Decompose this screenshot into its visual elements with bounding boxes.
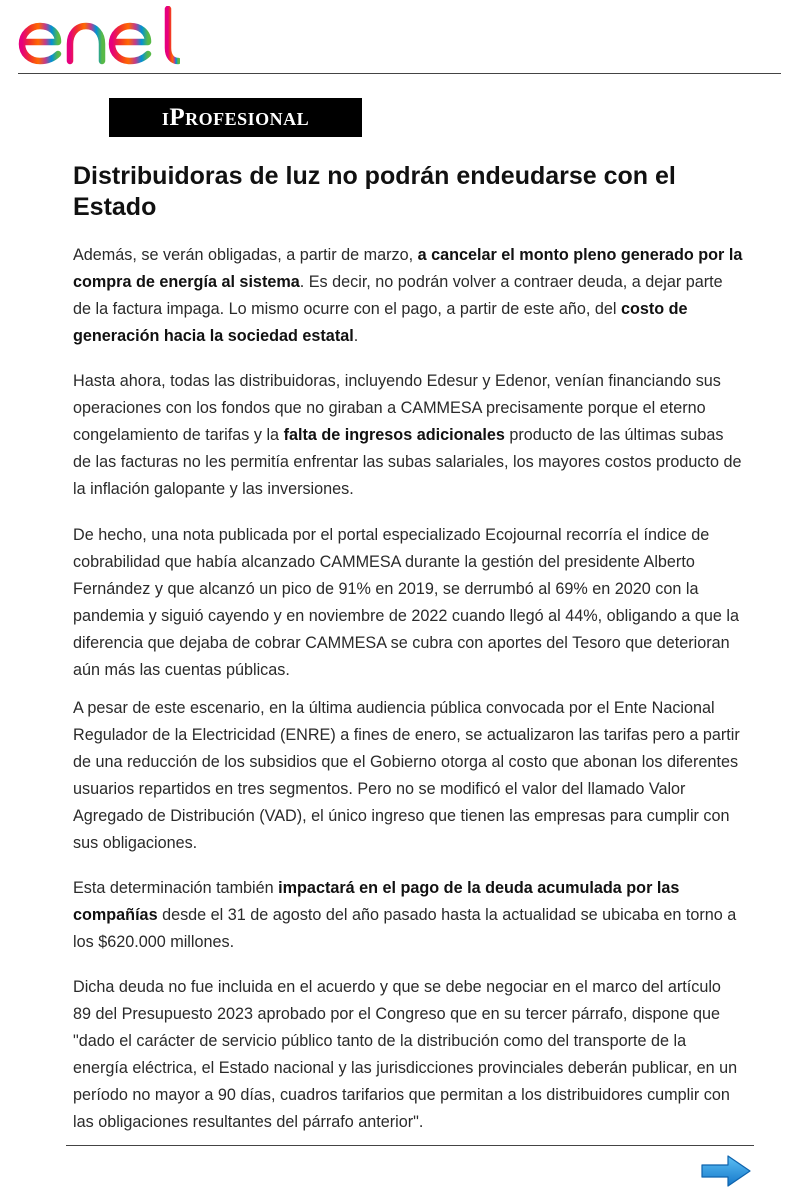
bold-text-run: falta de ingresos adicionales <box>283 426 505 444</box>
bold-text-run: a cancelar el monto pleno generado por la compra de energía al sistema <box>73 246 743 291</box>
text-run: A pesar de este escenario, en la última audiencia pública convocada por el Ente Nacional Regulador de la Electricidad (ENRE) a fines de enero, se actualizaron las tarifas pero a partir de una reducción de los subsidios que el Gobierno otorga al costo que abonan los diferentes usuarios repartidos en tres segmentos. Pero no se modificó el valor del llamado Valor Agregado de Distribución (VAD), el único ingreso que tienen las empresas para cumplir con sus obligaciones. <box>73 699 740 852</box>
bottom-divider <box>66 1145 754 1146</box>
article-headline: Distribuidoras de luz no podrán endeudarse con el Estado <box>73 162 676 221</box>
source-badge: iProfesional <box>109 98 362 137</box>
bold-text-run: costo de generación hacia la sociedad estatal <box>73 300 688 345</box>
top-divider <box>18 73 781 74</box>
text-run: producto de las últimas subas de las facturas no les permitía enfrentar las subas salariales, los mayores costos producto de la inflación galopante y las inversiones. <box>73 426 742 498</box>
text-run: Hasta ahora, todas las distribuidoras, incluyendo Edesur y Edenor, venían financiando sus operaciones con los fondos que no giraban a CAMMESA precisamente porque el eterno congelamiento de tarifas y la <box>73 372 721 444</box>
next-page-arrow-icon[interactable] <box>700 1154 752 1188</box>
article-paragraph-2 <box>73 368 743 503</box>
text-run: Esta determinación también <box>73 879 279 897</box>
article-paragraph-6 <box>73 974 743 1136</box>
text-run: De hecho, una nota publicada por el portal especializado Ecojournal recorría el índice de cobrabilidad que había alcanzado CAMMESA durante la gestión del presidente Alberto Fernández y que alcanzó un pico de 91% en 2019, se derrumbó al 69% en 2020 con la pandemia y siguió cayendo y en noviembre de 2022 cuando llegó al 44%, obligando a que la diferencia que dejaba de cobrar CAMMESA se cubra con aportes del Tesoro que deterioran aún más las cuentas públicas. <box>73 526 739 679</box>
enel-logo <box>18 6 180 66</box>
text-run: . <box>353 327 359 345</box>
text-run: Dicha deuda no fue incluida en el acuerdo y que se debe negociar en el marco del artículo 89 del Presupuesto 2023 aprobado por el Congreso que en su tercer párrafo, dispone que "dado el carácter de servicio público tanto de la distribución como del transporte de la energía eléctrica, el Estado nacional y las jurisdicciones provinciales deberán publicar, en un período no mayor a 90 días, cuadros tarifarios que permitan a los distribuidores cumplir con las obligaciones resultantes del párrafo anterior". <box>73 978 738 1131</box>
article-paragraph-1 <box>73 242 743 350</box>
article-paragraph-4 <box>73 695 743 857</box>
text-run: desde el 31 de agosto del año pasado hasta la actualidad se ubicaba en torno a los $620.000 millones. <box>73 906 737 951</box>
article-paragraph-3 <box>73 522 743 684</box>
article-paragraph-5 <box>73 875 743 956</box>
text-run: . Es decir, no podrán volver a contraer deuda, a dejar parte de la factura impaga. Lo mismo ocurre con el pago, a partir de este año, del <box>73 273 723 318</box>
bold-text-run: impactará en el pago de la deuda acumulada por las compañías <box>73 879 680 924</box>
text-run: Además, se verán obligadas, a partir de marzo, <box>73 246 418 264</box>
